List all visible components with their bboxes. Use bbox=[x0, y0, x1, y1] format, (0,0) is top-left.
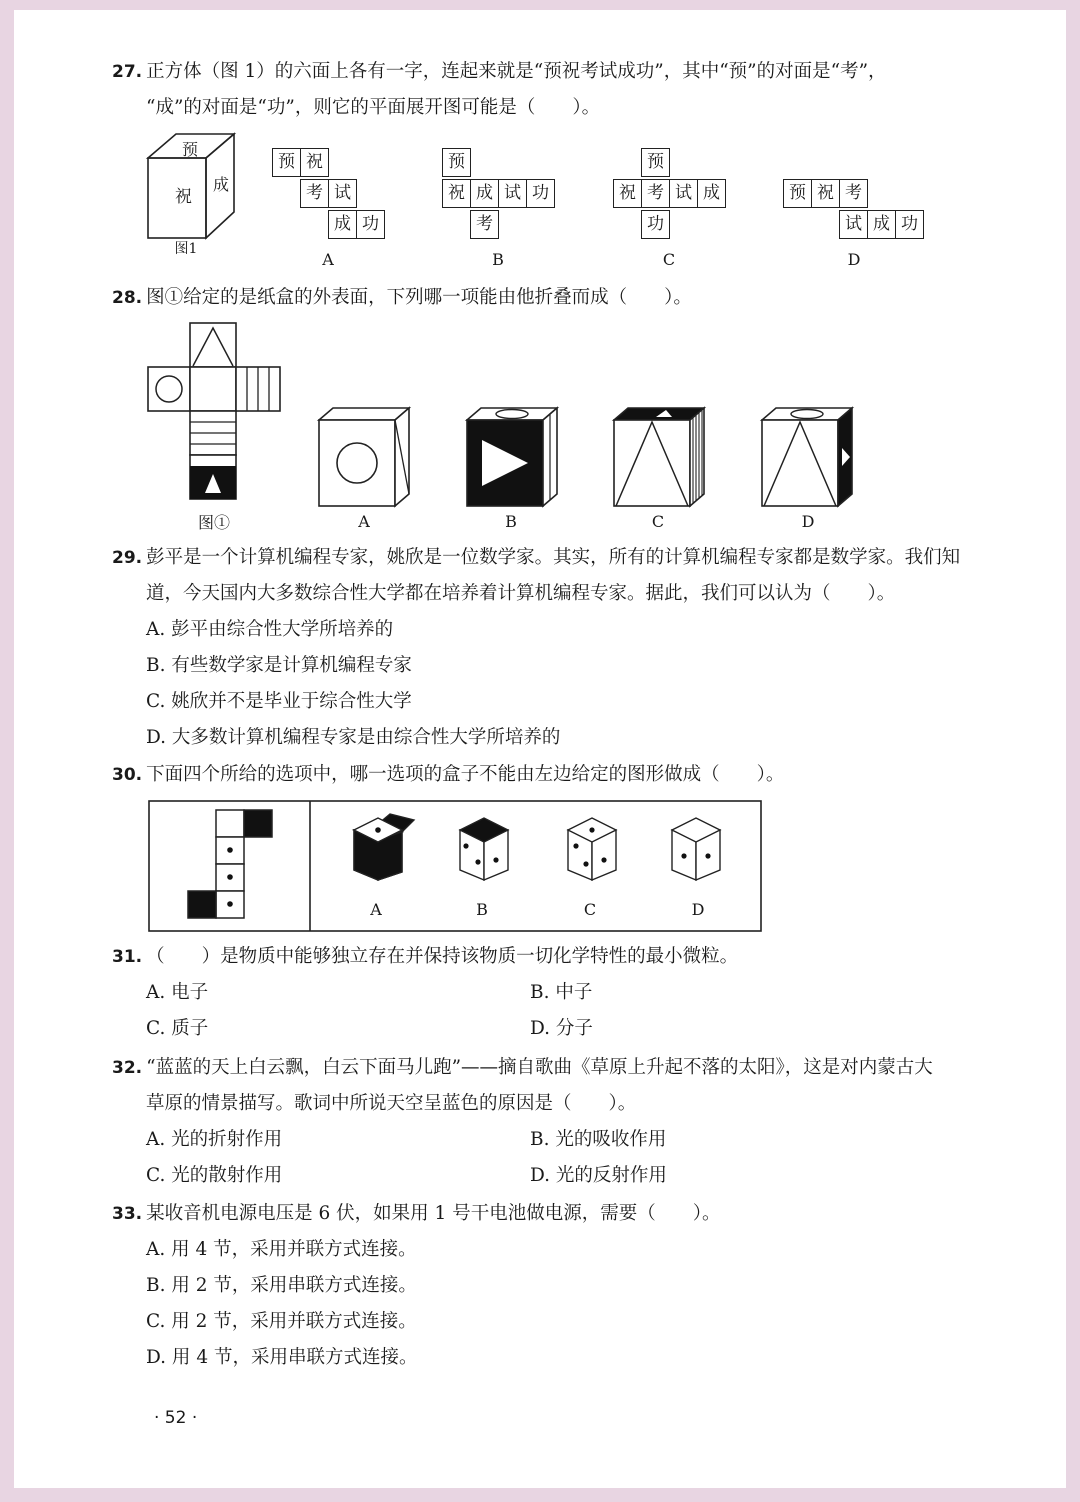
q28-label-b: B bbox=[505, 512, 517, 531]
net-cell: 试 bbox=[328, 179, 357, 208]
q27-line1 bbox=[112, 54, 887, 90]
q30-label-c: C bbox=[583, 900, 597, 919]
net-cell: 考 bbox=[300, 179, 329, 208]
net-cell: 成 bbox=[328, 210, 357, 239]
q33-number: 33. bbox=[112, 1204, 143, 1224]
q30-figure-box bbox=[148, 800, 764, 932]
q27-cube-side: 成 bbox=[213, 175, 230, 194]
q28-cube-a bbox=[317, 406, 417, 510]
net-cell: 祝 bbox=[811, 179, 840, 208]
net-cell: 试 bbox=[498, 179, 527, 208]
q28-line1 bbox=[112, 280, 692, 316]
q32-text1: “蓝蓝的天上白云飘，白云下面马儿跑”——摘自歌曲《草原上升起不落的太阳》，这是对内蒙古大 bbox=[146, 1057, 933, 1078]
net-cell: 考 bbox=[641, 179, 670, 208]
net-cell: 预 bbox=[641, 148, 670, 177]
q28-text1: 图①给定的是纸盒的外表面，下列哪一项能由他折叠而成（ ）。 bbox=[146, 287, 692, 308]
exam-page bbox=[14, 10, 1066, 1488]
net-cell: 功 bbox=[526, 179, 555, 208]
q32-line2: 草原的情景描写。歌词中所说天空呈蓝色的原因是（ ）。 bbox=[146, 1093, 637, 1114]
q29-line1 bbox=[112, 540, 960, 576]
net-cell: 考 bbox=[470, 210, 499, 239]
q32-option-c: C. 光的散射作用 bbox=[146, 1165, 283, 1186]
net-cell: 成 bbox=[867, 210, 896, 239]
q29-option-d: D. 大多数计算机编程专家是由综合性大学所培养的 bbox=[146, 727, 561, 748]
net-cell: 成 bbox=[697, 179, 726, 208]
q28-cube-b bbox=[465, 406, 565, 510]
q28-label-a: A bbox=[358, 512, 370, 531]
net-cell: 功 bbox=[641, 210, 670, 239]
q27-label-c: C bbox=[662, 250, 676, 269]
q33-line1 bbox=[112, 1196, 720, 1232]
net-cell: 祝 bbox=[613, 179, 642, 208]
q28-label-d: D bbox=[801, 512, 815, 531]
q30-cube-a bbox=[354, 814, 414, 880]
q33-option-a: A. 用 4 节，采用并联方式连接。 bbox=[146, 1239, 417, 1260]
q31-option-b: B. 中子 bbox=[530, 982, 593, 1003]
q32-option-d: D. 光的反射作用 bbox=[530, 1165, 667, 1186]
q31-text1: （ ）是物质中能够独立存在并保持该物质一切化学特性的最小微粒。 bbox=[146, 946, 739, 967]
q29-option-c: C. 姚欣并不是毕业于综合性大学 bbox=[146, 691, 412, 712]
net-cell: 功 bbox=[895, 210, 924, 239]
q27-text1: 正方体（图 1）的六面上各有一字，连起来就是“预祝考试成功”，其中“预”的对面是“考”， bbox=[146, 61, 887, 82]
q27-label-a: A bbox=[322, 250, 334, 269]
q29-line2: 道，今天国内大多数综合性大学都在培养着计算机编程专家。据此，我们可以认为（ ）。 bbox=[146, 583, 896, 604]
q30-label-d: D bbox=[691, 900, 705, 919]
net-cell: 试 bbox=[669, 179, 698, 208]
q29-number: 29. bbox=[112, 548, 143, 568]
q33-text1: 某收音机电源电压是 6 伏，如果用 1 号干电池做电源，需要（ ）。 bbox=[146, 1203, 721, 1224]
q27-cube-front: 祝 bbox=[175, 187, 192, 207]
net-cell: 预 bbox=[783, 179, 812, 208]
q30-cube-b bbox=[460, 818, 508, 880]
q32-option-b: B. 光的吸收作用 bbox=[530, 1129, 667, 1150]
q30-cube-d bbox=[672, 818, 720, 880]
q27-line2: “成”的对面是“功”，则它的平面展开图可能是（ ）。 bbox=[146, 97, 601, 118]
q33-option-b: B. 用 2 节，采用串联方式连接。 bbox=[146, 1275, 417, 1296]
net-cell: 预 bbox=[272, 148, 301, 177]
q33-option-c: C. 用 2 节，采用并联方式连接。 bbox=[146, 1311, 417, 1332]
q28-label-c: C bbox=[651, 512, 665, 531]
q31-option-a: A. 电子 bbox=[146, 982, 209, 1003]
q29-option-b: B. 有些数学家是计算机编程专家 bbox=[146, 655, 412, 676]
q27-fig1-caption: 图1 bbox=[174, 241, 198, 257]
q30-label-b: B bbox=[476, 900, 488, 919]
q32-option-a: A. 光的折射作用 bbox=[146, 1129, 283, 1150]
q27-number: 27. bbox=[112, 62, 143, 82]
q32-number: 32. bbox=[112, 1058, 143, 1078]
q30-cube-c bbox=[568, 818, 616, 880]
q33-option-d: D. 用 4 节，采用串联方式连接。 bbox=[146, 1347, 418, 1368]
page-number: · 52 · bbox=[154, 1408, 198, 1428]
q28-net-figure bbox=[148, 322, 284, 502]
net-cell: 祝 bbox=[300, 148, 329, 177]
q29-option-a: A. 彭平由综合性大学所培养的 bbox=[146, 619, 394, 640]
q28-number: 28. bbox=[112, 288, 143, 308]
q31-line1 bbox=[112, 939, 738, 975]
net-cell: 预 bbox=[442, 148, 471, 177]
q30-label-a: A bbox=[370, 900, 382, 919]
q27-cube-top: 预 bbox=[182, 140, 199, 159]
q32-line1 bbox=[112, 1050, 933, 1086]
q31-number: 31. bbox=[112, 947, 143, 967]
q30-number: 30. bbox=[112, 765, 143, 785]
net-cell: 考 bbox=[839, 179, 868, 208]
q30-text1: 下面四个所给的选项中，哪一选项的盒子不能由左边给定的图形做成（ ）。 bbox=[146, 764, 785, 785]
q27-label-d: D bbox=[847, 250, 861, 269]
q28-cube-d bbox=[760, 406, 860, 510]
q28-fig-caption: 图① bbox=[197, 513, 230, 532]
net-cell: 祝 bbox=[442, 179, 471, 208]
q31-option-d: D. 分子 bbox=[530, 1018, 593, 1039]
q30-line1 bbox=[112, 757, 784, 793]
q27-label-b: B bbox=[492, 250, 504, 269]
q29-text1: 彭平是一个计算机编程专家，姚欣是一位数学家。其实，所有的计算机编程专家都是数学家。我们知 bbox=[146, 547, 961, 568]
net-cell: 试 bbox=[839, 210, 868, 239]
net-cell: 功 bbox=[356, 210, 385, 239]
net-cell: 成 bbox=[470, 179, 499, 208]
q31-option-c: C. 质子 bbox=[146, 1018, 209, 1039]
q28-cube-c bbox=[612, 406, 712, 510]
